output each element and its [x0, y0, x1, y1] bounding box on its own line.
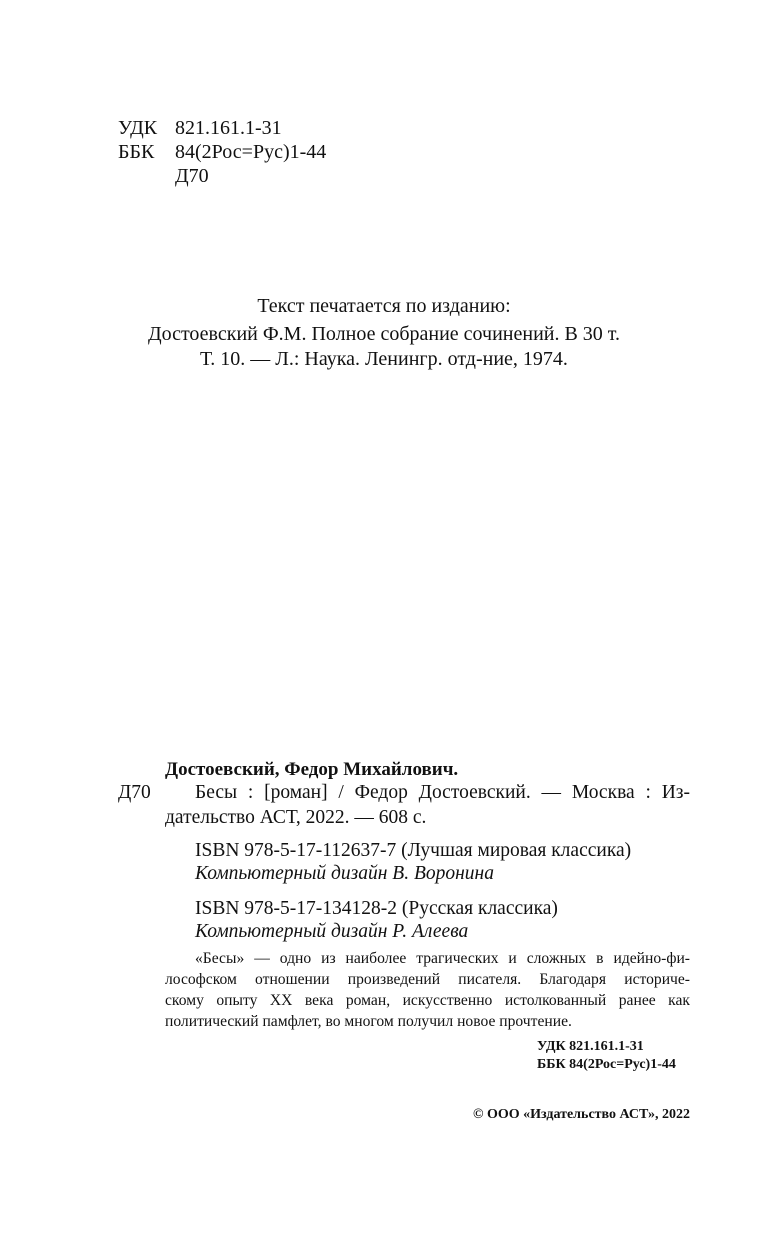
design-credit-1: Компьютерный дизайн В. Воронина: [195, 863, 494, 884]
source-edition-line-1: Текст печатается по изданию:: [257, 295, 511, 317]
source-edition-line-2: Достоевский Ф.М. Полное собрание сочинений. В 30 т.: [147, 323, 621, 345]
bbk-bottom: ББК 84(2Рос=Рус)1-44: [537, 1057, 676, 1072]
annotation-line-1: «Бесы» — одно из наиболее трагических и сложных в идейно-фи-: [195, 950, 690, 967]
record-author-heading: Достоевский, Федор Михайлович.: [165, 759, 459, 780]
bbk-label: ББК: [118, 141, 155, 163]
design-credit-2: Компьютерный дизайн Р. Алеева: [195, 921, 469, 942]
classification-block-top: [118, 116, 418, 188]
bbk-value: 84(2Рос=Рус)1-44: [175, 141, 327, 163]
udk-bottom: УДК 821.161.1-31: [537, 1039, 644, 1054]
udk-value: 821.161.1-31: [175, 117, 282, 139]
record-title-line-2: дательство АСТ, 2022. — 608 с.: [165, 807, 427, 828]
isbn-1: ISBN 978-5-17-112637-7 (Лучшая мировая классика): [195, 840, 632, 861]
record-author-mark: Д70: [118, 782, 151, 803]
isbn-2: ISBN 978-5-17-134128-2 (Русская классика): [195, 898, 558, 919]
source-edition-line-3: Т. 10. — Л.: Наука. Ленингр. отд-ние, 1974.: [200, 348, 568, 370]
annotation-line-4: политический памфлет, во многом получил новое прочтение.: [165, 1013, 572, 1030]
author-mark-top: Д70: [175, 165, 209, 187]
annotation-line-2: лософском отношении произведений писателя. Благодаря историче-: [165, 971, 690, 988]
annotation-line-3: скому опыту XX века роман, искусственно истолкованный ранее как: [165, 992, 690, 1009]
udk-label: УДК: [118, 117, 158, 139]
copyright-line: © ООО «Издательство АСТ», 2022: [472, 1107, 690, 1122]
record-title-line-1: Бесы : [роман] / Федор Достоевский. — Москва : Из-: [195, 782, 690, 803]
